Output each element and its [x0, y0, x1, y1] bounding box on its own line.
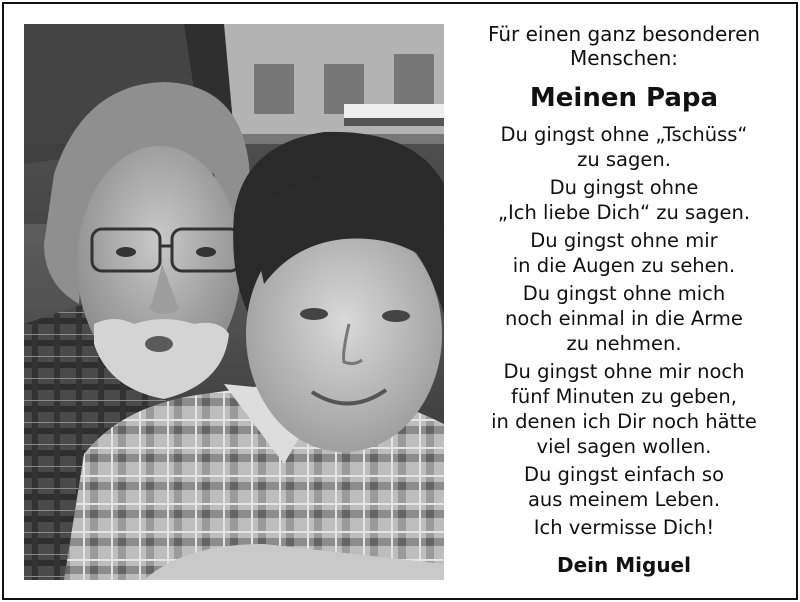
poem-stanza — [464, 515, 784, 540]
poem-line: Du gingst ohne mir noch — [503, 360, 745, 383]
poem-line: Du gingst einfach so — [523, 463, 725, 486]
poem — [464, 122, 784, 540]
poem-line: in denen ich Dir noch hätte — [491, 410, 757, 433]
memorial-photo — [24, 24, 444, 580]
poem-stanza — [464, 122, 784, 172]
poem-line: aus meinem Leben. — [527, 488, 721, 511]
intro-line-2: Menschen: — [569, 46, 679, 70]
poem-line: Du gingst ohne — [549, 176, 699, 199]
poem-line: in die Augen zu sehen. — [512, 254, 736, 277]
memorial-card — [2, 2, 798, 600]
poem-line: Du gingst ohne „Tschüss“ — [500, 123, 748, 146]
intro-line-1: Für einen ganz besonderen — [487, 22, 761, 46]
poem-line: „Ich liebe Dich“ zu sagen. — [497, 201, 751, 224]
poem-stanza — [464, 175, 784, 225]
photo-illustration — [24, 24, 444, 580]
poem-stanza — [464, 228, 784, 278]
intro-text — [464, 22, 784, 70]
poem-line: Ich vermisse Dich! — [533, 516, 715, 539]
memorial-title: Meinen Papa — [529, 83, 719, 113]
signature: Dein Miguel — [557, 553, 691, 577]
poem-stanza — [464, 359, 784, 459]
poem-stanza — [464, 462, 784, 512]
poem-line: Du gingst ohne mir — [530, 229, 718, 252]
poem-line: noch einmal in die Arme — [505, 307, 743, 330]
memorial-text — [464, 22, 784, 588]
poem-line: fünf Minuten zu geben, — [511, 385, 737, 408]
poem-line: Du gingst ohne mich — [522, 282, 726, 305]
poem-line: viel sagen wollen. — [536, 435, 712, 458]
poem-line: zu sagen. — [577, 148, 671, 171]
poem-line: zu nehmen. — [566, 332, 682, 355]
poem-stanza — [464, 281, 784, 356]
